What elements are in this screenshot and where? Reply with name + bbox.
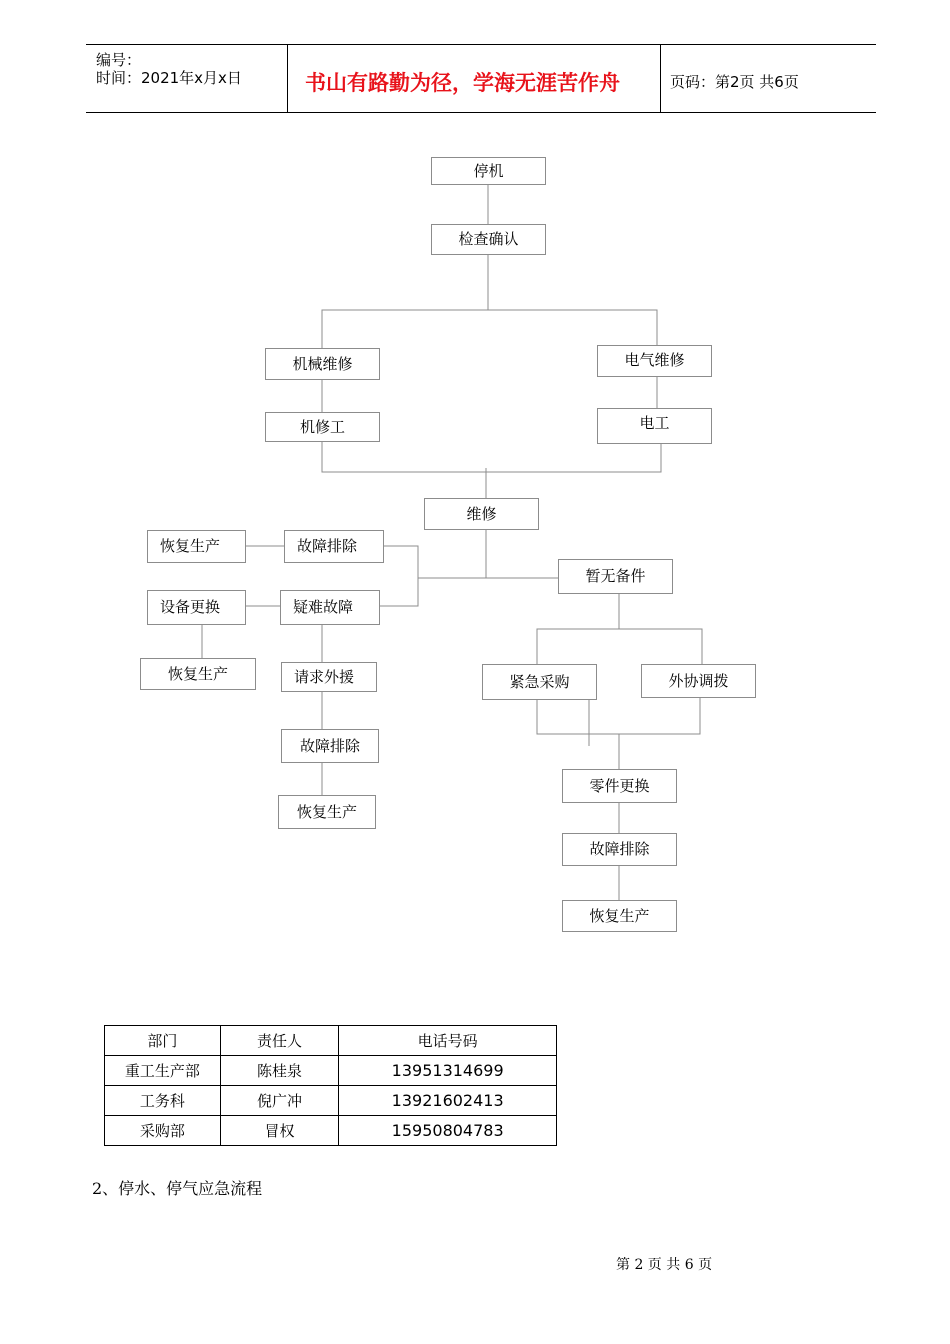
node-urgent-purchase: 紧急采购	[482, 664, 597, 700]
cell-department: 重工生产部	[105, 1056, 221, 1086]
node-external-transfer: 外协调拨	[641, 664, 756, 698]
connector-merge	[322, 442, 661, 472]
cell-person: 倪广冲	[220, 1086, 339, 1116]
connector-fault-branch	[380, 546, 418, 606]
table-header-row	[105, 1026, 557, 1056]
page-footer: 第 2 页 共 6 页	[616, 1257, 713, 1273]
header-phone-number: 电话号码	[339, 1026, 557, 1056]
contact-table	[104, 1025, 557, 1146]
node-electrician: 电工	[597, 408, 712, 444]
node-part-replacement: 零件更换	[562, 769, 677, 803]
node-difficult-fault: 疑难故障	[280, 590, 380, 625]
connector-purchase-split	[537, 629, 702, 664]
connector-purchase-merge	[537, 698, 700, 734]
cell-phone: 13951314699	[339, 1056, 557, 1086]
node-fault-cleared-1: 故障排除	[284, 530, 384, 563]
node-resume-production-4: 恢复生产	[562, 900, 677, 932]
node-fault-cleared-2: 故障排除	[281, 729, 379, 763]
node-equipment-replacement: 设备更换	[147, 590, 246, 625]
section-heading: 2、停水、停气应急流程	[92, 1179, 263, 1198]
document-number-label: 编号：	[96, 51, 142, 69]
node-fault-cleared-3: 故障排除	[562, 833, 677, 866]
cell-person: 陈桂泉	[220, 1056, 339, 1086]
node-resume-production-1: 恢复生产	[147, 530, 246, 563]
cell-department: 工务科	[105, 1086, 221, 1116]
document-date-label: 时间：2021年x月x日	[96, 69, 242, 87]
node-request-external-help: 请求外援	[281, 662, 377, 692]
node-resume-production-3: 恢复生产	[278, 795, 376, 829]
header-department: 部门	[105, 1026, 221, 1056]
table-row	[105, 1056, 557, 1086]
table-row	[105, 1116, 557, 1146]
node-stop: 停机	[431, 157, 546, 185]
table-row	[105, 1086, 557, 1116]
node-no-spare-parts: 暂无备件	[558, 559, 673, 594]
node-resume-production-2: 恢复生产	[140, 658, 256, 690]
node-repair: 维修	[424, 498, 539, 530]
cell-person: 冒权	[220, 1116, 339, 1146]
node-inspect: 检查确认	[431, 224, 546, 255]
cell-phone: 13921602413	[339, 1086, 557, 1116]
header-page-label: 页码：第2页 共6页	[670, 73, 799, 91]
node-mechanic: 机修工	[265, 412, 380, 442]
cell-phone: 15950804783	[339, 1116, 557, 1146]
node-electrical-repair: 电气维修	[597, 345, 712, 377]
connector-split-branches	[322, 310, 657, 348]
header-motto: 书山有路勤为径，学海无涯苦作舟	[305, 71, 620, 95]
cell-department: 采购部	[105, 1116, 221, 1146]
node-mechanical-repair: 机械维修	[265, 348, 380, 380]
header-responsible-person: 责任人	[220, 1026, 339, 1056]
